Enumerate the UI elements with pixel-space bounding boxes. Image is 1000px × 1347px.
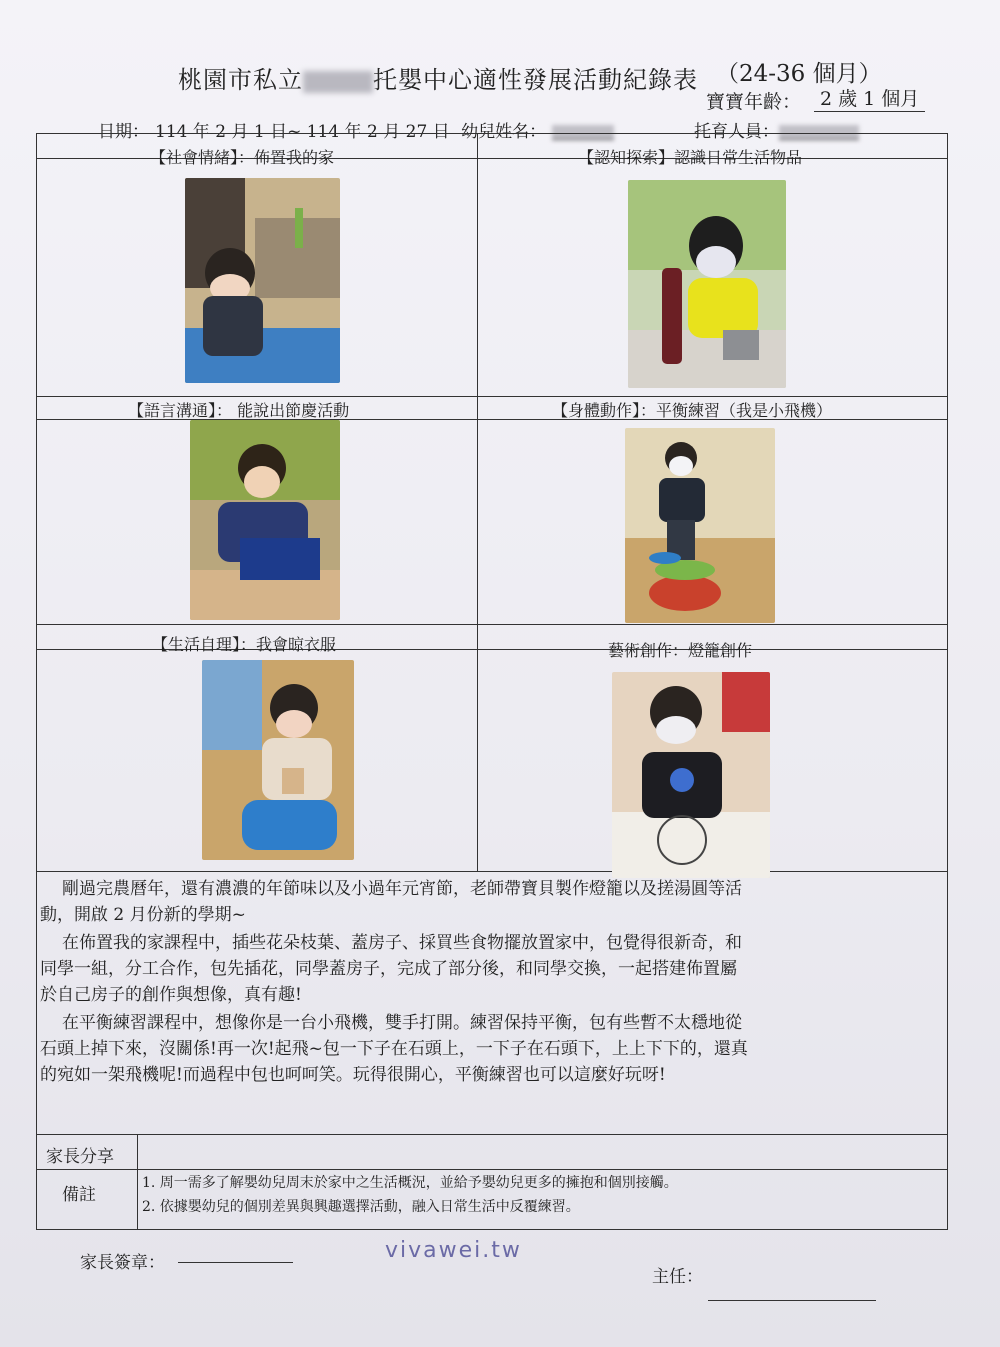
- director-signature-line: [708, 1300, 876, 1301]
- row-divider: [37, 396, 947, 397]
- column-divider: [137, 1134, 138, 1229]
- teacher-label: 托育人員：: [694, 122, 779, 142]
- narrative-line: 剛過完農曆年，還有濃濃的年節味以及小過年元宵節，老師帶寶貝製作燈籠以及搓湯圓等活: [62, 879, 742, 899]
- parent-share-label: 家長分享: [46, 1147, 114, 1167]
- toddler-with-picture-image: [190, 420, 340, 620]
- toddler-holding-bottle-image: [628, 180, 786, 388]
- watermark: vivawei.tw: [385, 1238, 522, 1263]
- photo-language: [190, 420, 340, 620]
- narrative-line: 於自己房子的創作與想像，真有趣!: [40, 985, 302, 1005]
- form-title: 桃園市私立 托嬰中心適性發展活動紀錄表: [178, 66, 698, 94]
- child-name-label: 幼兒姓名：: [461, 122, 547, 142]
- activity-label-social: 【社會情緒】：佈置我的家: [150, 148, 335, 167]
- remark-line: 1. 周一需多了解嬰幼兒周末於家中之生活概況，並給予嬰幼兒更多的擁抱和個別接觸。: [142, 1175, 678, 1191]
- narrative-line: 在佈置我的家課程中，插些花朵枝葉、蓋房子、採買些食物擺放置家中，包覺得很新奇，和: [62, 933, 742, 953]
- narrative-line: 的宛如一架飛機呢!而過程中包也呵呵笑。玩得很開心，平衡練習也可以這麼好玩呀!: [40, 1065, 666, 1085]
- date-value: 114 年 2 月 1 日~ 114 年 2 月 27 日: [155, 122, 450, 142]
- activity-label-cognitive: 【認知探索】認識日常生活物品: [578, 148, 803, 167]
- age-range: （24-36 個月）: [716, 61, 882, 87]
- row-divider: [37, 1169, 947, 1170]
- redacted-school-name: [303, 71, 373, 93]
- narrative-line: 動，開啟 2 月份新的學期~: [40, 905, 246, 925]
- age-label: 寶寶年齡：: [706, 91, 802, 113]
- photo-social: [185, 178, 340, 383]
- narrative-line: 在平衡練習課程中，想像你是一台小飛機，雙手打開。練習保持平衡，包有些暫不太穩地從: [62, 1013, 742, 1033]
- toddler-making-lantern-image: [612, 672, 770, 878]
- narrative-line: 石頭上掉下來，沒關係!再一次!起飛~包一下子在石頭上，一下子在石頭下，上上下下的，還真: [40, 1039, 748, 1059]
- column-divider: [477, 134, 478, 871]
- remark-line: 2. 依據嬰幼兒的個別差異與興趣選擇活動，融入日常生活中反覆練習。: [142, 1199, 580, 1215]
- remarks-label: 備註: [62, 1185, 96, 1205]
- row-divider: [37, 871, 947, 872]
- photo-selfcare: [202, 660, 354, 860]
- toddler-playing-house-image: [185, 178, 340, 383]
- director-signature-label: 主任：: [652, 1267, 703, 1287]
- parent-signature-label: 家長簽章：: [80, 1253, 165, 1273]
- age-value: 2 歲 1 個月: [814, 84, 925, 112]
- activity-label-motor: 【身體動作】：平衡練習（我是小飛機）: [552, 401, 833, 420]
- toddler-hanging-clothes-image: [202, 660, 354, 860]
- activity-label-language: 【語言溝通】： 能說出節慶活動: [128, 401, 350, 420]
- photo-motor: [625, 428, 775, 623]
- row-divider: [37, 624, 947, 625]
- activity-label-selfcare: 【生活自理】：我會晾衣服: [152, 635, 337, 654]
- date-label: 日期：: [98, 122, 149, 142]
- parent-signature-line: [178, 1262, 293, 1263]
- narrative-line: 同學一組，分工合作，包先插花，同學蓋房子，完成了部分後，和同學交換，一起搭建佈置屬: [40, 959, 737, 979]
- photo-art: [612, 672, 770, 878]
- activity-label-art: 藝術創作：燈籠創作: [608, 641, 753, 660]
- toddler-balancing-image: [625, 428, 775, 623]
- photo-cognitive: [628, 180, 786, 388]
- row-divider: [37, 1134, 947, 1135]
